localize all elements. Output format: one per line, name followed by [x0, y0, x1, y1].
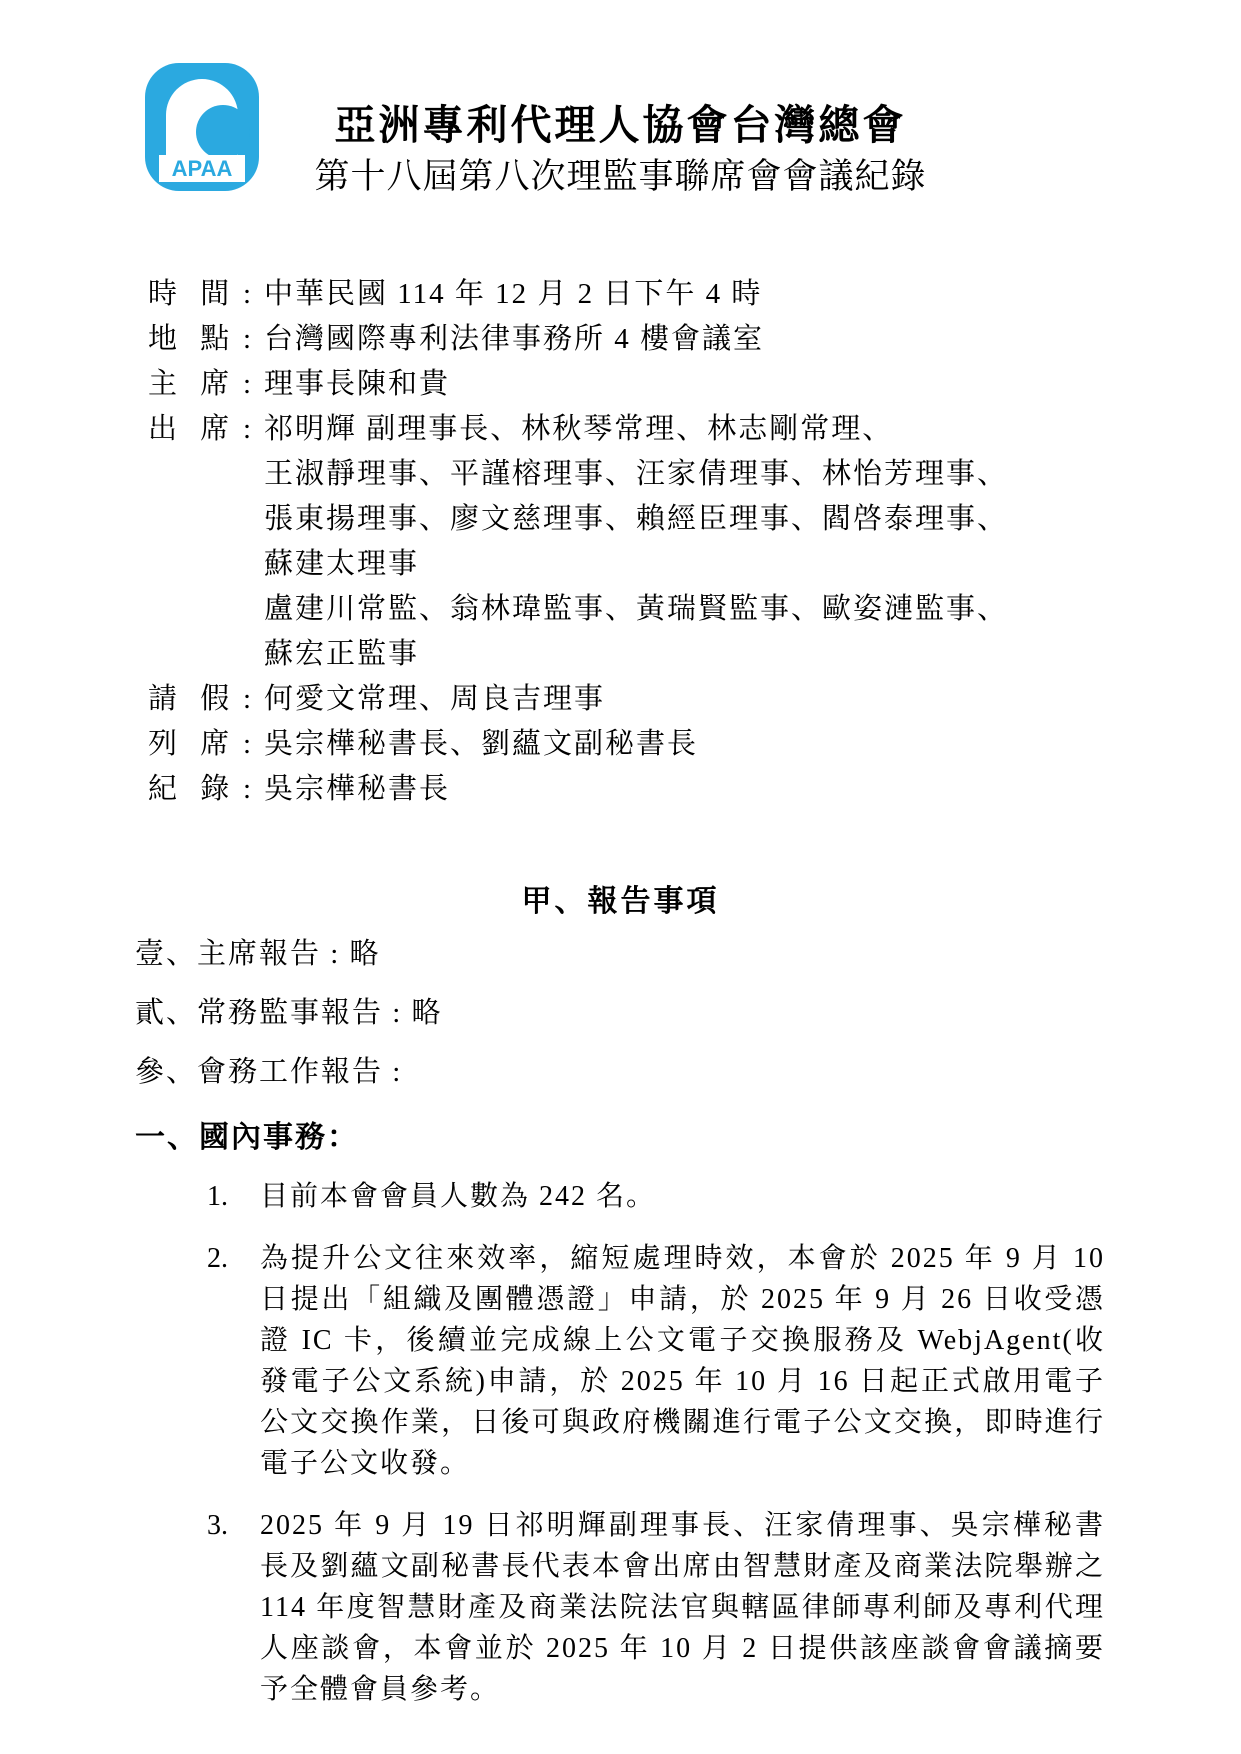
meta-line: 祁明輝 副理事長、林秋琴常理、林志剛常理、 — [264, 413, 894, 445]
meta-row-recorder — [148, 767, 1121, 812]
meta-value — [264, 317, 1121, 362]
document-subtitle: 第十八屆第八次理監事聯席會會議紀錄 — [314, 157, 927, 197]
meta-row-leave — [148, 677, 1121, 722]
meta-value — [264, 362, 1121, 407]
meta-value — [264, 677, 1121, 722]
meeting-meta — [148, 272, 1121, 812]
meta-line: 吳宗樺秘書長、劉蘊文副秘書長 — [264, 728, 699, 760]
meta-line: 理事長陳和貴 — [264, 368, 451, 400]
list-item — [207, 1176, 1105, 1217]
meta-label: 列 席 — [148, 728, 232, 760]
meta-label: 紀 錄 — [148, 773, 232, 805]
document-title: 亞洲專利代理人協會台灣總會 — [334, 102, 907, 148]
meta-line: 蘇宏正監事 — [264, 638, 420, 670]
meta-label: 請 假 — [148, 683, 232, 715]
meta-row-attendees — [148, 407, 1121, 677]
meta-line: 中華民國 114 年 12 月 2 日下午 4 時 — [264, 278, 763, 310]
list-item — [207, 1238, 1105, 1484]
meta-line: 何愛文常理、周良吉理事 — [264, 683, 606, 715]
meta-colon: : — [242, 773, 254, 805]
item-number: 1. — [207, 1181, 228, 1212]
item-text: 為提升公文往來效率，縮短處理時效，本會於 2025 年 9 月 10 日提出「組織及團體憑證」申請，於 2025 年 9 月 26 日收受憑證 IC 卡，後續並完成線上公文電子交換服務及 WebjAgent(收發電子公文系統)申請，於 2025 年 10 月 16 日起正式啟用電子公文交換作業，日後可與政府機關進行電子公文交換，即時進行電子公文收發。 — [260, 1243, 1105, 1479]
report-line-supervisor: 貳、常務監事報告 : 略 — [135, 997, 443, 1029]
list-item — [207, 1505, 1105, 1710]
section-a-heading: 甲、報告事項 — [521, 885, 720, 918]
report-list — [135, 938, 443, 1115]
item-number: 2. — [207, 1243, 228, 1274]
title-block — [0, 103, 1241, 197]
meta-row-chair — [148, 362, 1121, 407]
meta-value — [264, 767, 1121, 812]
domestic-item-list — [207, 1176, 1105, 1731]
meta-value — [264, 272, 1121, 317]
meta-value — [264, 407, 1121, 677]
report-line-affairs: 參、會務工作報告 : — [135, 1056, 403, 1088]
meta-line: 蘇建太理事 — [264, 548, 420, 580]
meta-line: 盧建川常監、翁林瑋監事、黃瑞賢監事、歐姿漣監事、 — [264, 593, 1009, 625]
report-line-chairman: 壹、主席報告 : 略 — [135, 938, 381, 970]
meta-line: 張東揚理事、廖文慈理事、賴經臣理事、閻啓泰理事、 — [264, 503, 1009, 535]
item-number: 3. — [207, 1510, 228, 1541]
meta-colon: : — [242, 323, 254, 355]
item-text: 2025 年 9 月 19 日祁明輝副理事長、汪家倩理事、吳宗樺秘書長及劉蘊文副秘書長代表本會出席由智慧財產及商業法院舉辦之 114 年度智慧財產及商業法院法官與轄區律師專利師及專利代理人座談會，本會並於 2025 年 10 月 2 日提供該座談會會議摘要予全體會員參考。 — [260, 1510, 1105, 1705]
meta-row-time — [148, 272, 1121, 317]
meta-label: 地 點 — [148, 323, 232, 355]
meta-colon: : — [242, 368, 254, 400]
meta-value — [264, 722, 1121, 767]
meta-row-observers — [148, 722, 1121, 767]
meta-colon: : — [242, 278, 254, 310]
meta-line: 王淑靜理事、平謹榕理事、汪家倩理事、林怡芳理事、 — [264, 458, 1009, 490]
meta-colon: : — [242, 413, 254, 445]
meta-label: 主 席 — [148, 368, 232, 400]
meta-row-place — [148, 317, 1121, 362]
meta-line: 台灣國際專利法律事務所 4 樓會議室 — [264, 323, 765, 355]
meta-line: 吳宗樺秘書長 — [264, 773, 451, 805]
meta-label: 出 席 — [148, 413, 232, 445]
meta-colon: : — [242, 728, 254, 760]
logo-acronym: APAA — [171, 155, 233, 181]
item-text: 目前本會會員人數為 242 名。 — [260, 1181, 657, 1212]
domestic-affairs-heading: 一、國內事務： — [135, 1121, 359, 1154]
meta-colon: : — [242, 683, 254, 715]
meta-label: 時 間 — [148, 278, 232, 310]
